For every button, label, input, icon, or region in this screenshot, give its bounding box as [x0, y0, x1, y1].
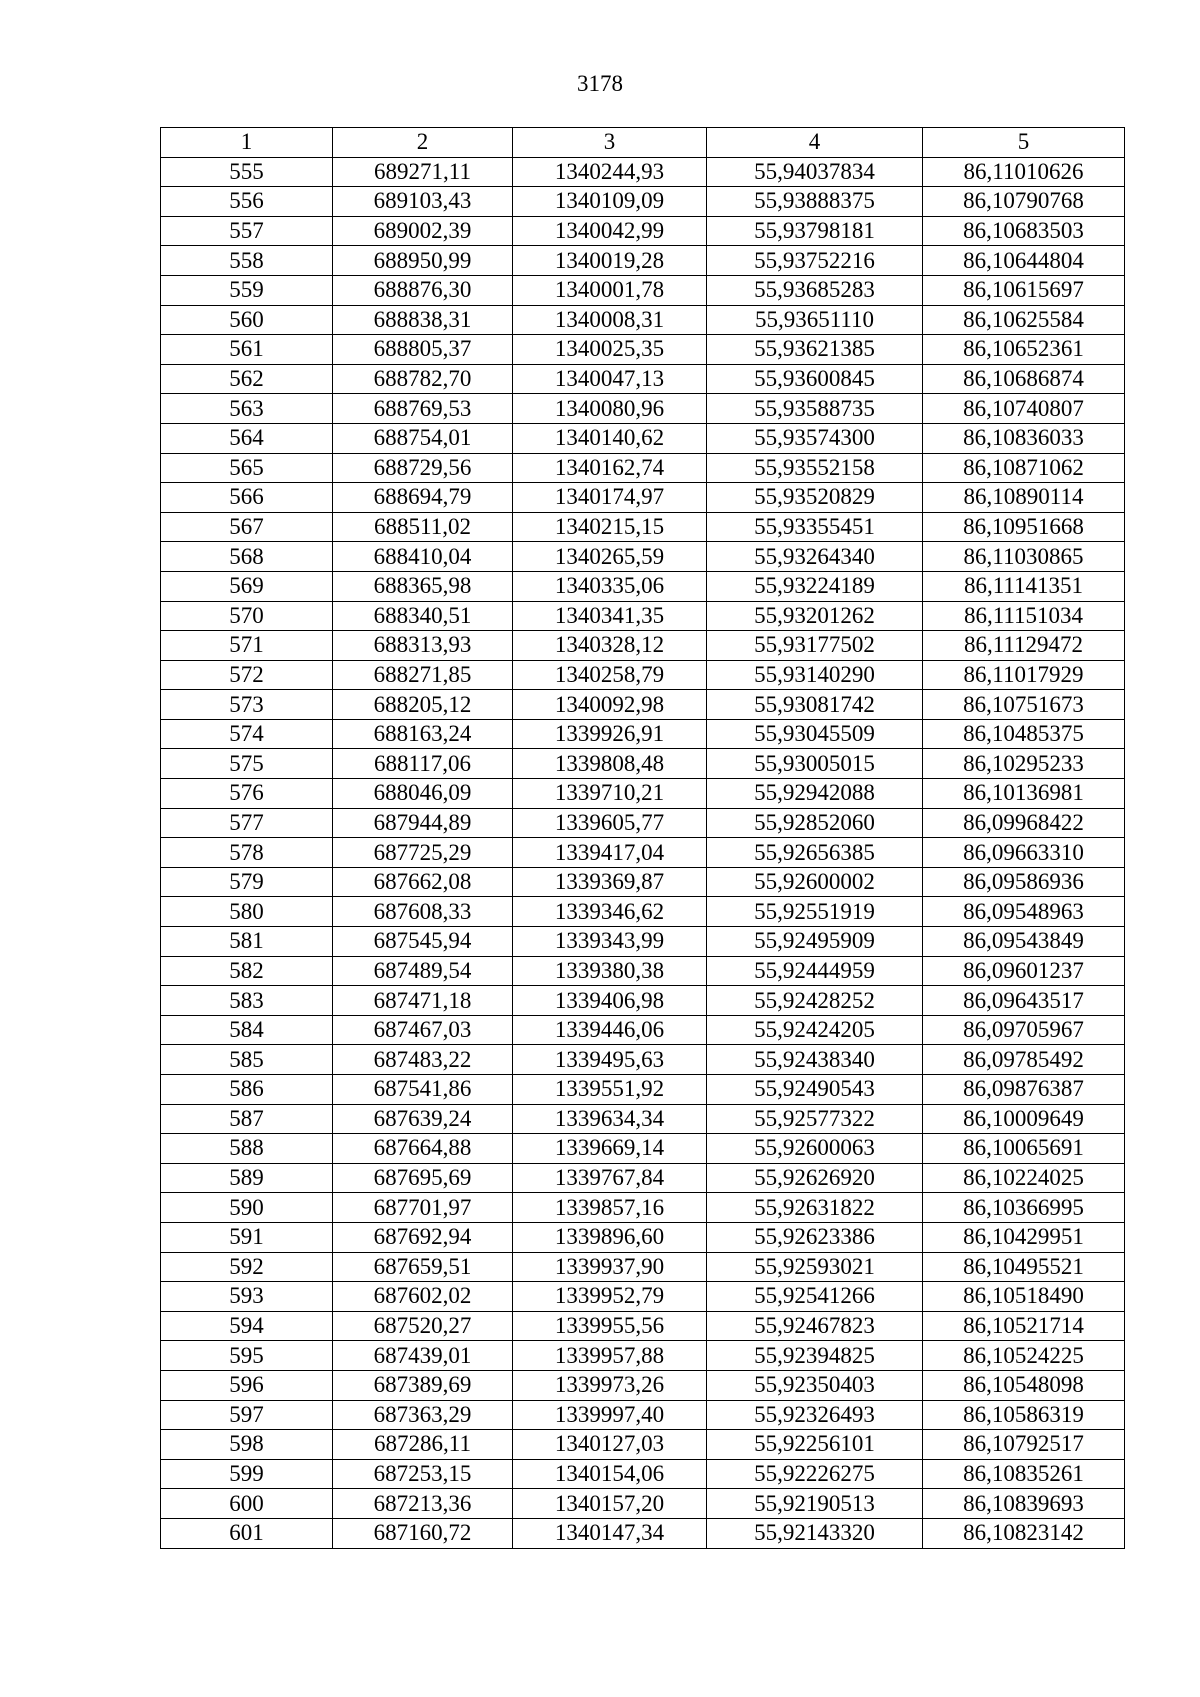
table-cell-col-4: 55,92326493 [707, 1400, 923, 1430]
table-cell-col-5: 86,10136981 [923, 779, 1125, 809]
table-row [161, 779, 1125, 809]
table-cell-col-2: 688694,79 [333, 483, 513, 513]
table-row [161, 187, 1125, 217]
table-cell-col-1: 581 [161, 927, 333, 957]
table-cell-col-2: 687489,54 [333, 956, 513, 986]
table-cell-col-2: 688410,04 [333, 542, 513, 572]
table-cell-col-4: 55,93201262 [707, 601, 923, 631]
table-cell-col-1: 599 [161, 1459, 333, 1489]
table-row [161, 838, 1125, 868]
table-cell-col-3: 1339669,14 [513, 1134, 707, 1164]
table-cell-col-4: 55,93752216 [707, 246, 923, 276]
table-row [161, 1134, 1125, 1164]
table-cell-col-3: 1339380,38 [513, 956, 707, 986]
table-cell-col-4: 55,92444959 [707, 956, 923, 986]
table-cell-col-5: 86,09968422 [923, 808, 1125, 838]
table-cell-col-2: 688046,09 [333, 779, 513, 809]
table-cell-col-4: 55,92600002 [707, 867, 923, 897]
table-cell-col-5: 86,09705967 [923, 1015, 1125, 1045]
table-cell-col-1: 577 [161, 808, 333, 838]
table-cell-col-2: 687639,24 [333, 1104, 513, 1134]
table-cell-col-1: 561 [161, 335, 333, 365]
table-cell-col-1: 575 [161, 749, 333, 779]
table-cell-col-2: 688769,53 [333, 394, 513, 424]
table-cell-col-1: 571 [161, 631, 333, 661]
table-cell-col-2: 687363,29 [333, 1400, 513, 1430]
table-cell-col-4: 55,92394825 [707, 1341, 923, 1371]
table-cell-col-1: 596 [161, 1370, 333, 1400]
table-cell-col-4: 55,92467823 [707, 1311, 923, 1341]
table-row [161, 512, 1125, 542]
column-header-3: 3 [513, 128, 707, 158]
table-cell-col-1: 586 [161, 1075, 333, 1105]
table-cell-col-5: 86,11030865 [923, 542, 1125, 572]
table-cell-col-5: 86,10871062 [923, 453, 1125, 483]
table-cell-col-5: 86,10951668 [923, 512, 1125, 542]
table-cell-col-4: 55,92438340 [707, 1045, 923, 1075]
table-row [161, 631, 1125, 661]
table-cell-col-4: 55,92942088 [707, 779, 923, 809]
table-cell-col-1: 588 [161, 1134, 333, 1164]
table-cell-col-2: 687659,51 [333, 1252, 513, 1282]
table-cell-col-4: 55,93621385 [707, 335, 923, 365]
table-row [161, 897, 1125, 927]
table-cell-col-1: 570 [161, 601, 333, 631]
table-cell-col-5: 86,10740807 [923, 394, 1125, 424]
table-cell-col-3: 1339896,60 [513, 1222, 707, 1252]
table-cell-col-4: 55,92226275 [707, 1459, 923, 1489]
table-header [161, 128, 1125, 158]
table-cell-col-4: 55,93264340 [707, 542, 923, 572]
table-cell-col-1: 574 [161, 719, 333, 749]
table-cell-col-1: 564 [161, 423, 333, 453]
table-cell-col-3: 1340008,31 [513, 305, 707, 335]
table-row [161, 453, 1125, 483]
table-cell-col-1: 572 [161, 660, 333, 690]
table-row [161, 423, 1125, 453]
table-row [161, 601, 1125, 631]
table-row [161, 1341, 1125, 1371]
table-row [161, 1459, 1125, 1489]
table-row [161, 364, 1125, 394]
table-cell-col-5: 86,10009649 [923, 1104, 1125, 1134]
table-cell-col-3: 1340341,35 [513, 601, 707, 631]
table-cell-col-1: 556 [161, 187, 333, 217]
table-cell-col-3: 1340215,15 [513, 512, 707, 542]
table-cell-col-3: 1340001,78 [513, 275, 707, 305]
table-cell-col-5: 86,09601237 [923, 956, 1125, 986]
table-cell-col-5: 86,11010626 [923, 157, 1125, 187]
table-cell-col-3: 1339952,79 [513, 1282, 707, 1312]
table-row [161, 1193, 1125, 1223]
table-cell-col-1: 595 [161, 1341, 333, 1371]
table-cell-col-3: 1340265,59 [513, 542, 707, 572]
table-cell-col-5: 86,10586319 [923, 1400, 1125, 1430]
table-cell-col-5: 86,10652361 [923, 335, 1125, 365]
table-row [161, 335, 1125, 365]
table-cell-col-1: 601 [161, 1518, 333, 1548]
table-cell-col-5: 86,10686874 [923, 364, 1125, 394]
table-cell-col-4: 55,93798181 [707, 216, 923, 246]
table-cell-col-1: 591 [161, 1222, 333, 1252]
table-cell-col-4: 55,92256101 [707, 1430, 923, 1460]
table-cell-col-2: 687701,97 [333, 1193, 513, 1223]
table-cell-col-2: 687602,02 [333, 1282, 513, 1312]
table-row [161, 986, 1125, 1016]
table-row [161, 157, 1125, 187]
table-row [161, 1400, 1125, 1430]
table-cell-col-5: 86,10295233 [923, 749, 1125, 779]
table-row [161, 690, 1125, 720]
table-cell-col-5: 86,09663310 [923, 838, 1125, 868]
table-row [161, 1282, 1125, 1312]
table-cell-col-2: 688511,02 [333, 512, 513, 542]
column-header-2: 2 [333, 128, 513, 158]
table-cell-col-3: 1339634,34 [513, 1104, 707, 1134]
table-cell-col-2: 688838,31 [333, 305, 513, 335]
table-cell-col-3: 1340109,09 [513, 187, 707, 217]
table-cell-col-5: 86,11141351 [923, 571, 1125, 601]
table-cell-col-4: 55,93005015 [707, 749, 923, 779]
table-cell-col-3: 1339767,84 [513, 1163, 707, 1193]
table-cell-col-4: 55,92490543 [707, 1075, 923, 1105]
table-cell-col-4: 55,92623386 [707, 1222, 923, 1252]
table-cell-col-5: 86,10524225 [923, 1341, 1125, 1371]
table-cell-col-3: 1339446,06 [513, 1015, 707, 1045]
table-cell-col-1: 597 [161, 1400, 333, 1430]
table-cell-col-1: 585 [161, 1045, 333, 1075]
table-cell-col-3: 1340174,97 [513, 483, 707, 513]
table-cell-col-4: 55,92428252 [707, 986, 923, 1016]
table-cell-col-4: 55,93574300 [707, 423, 923, 453]
table-cell-col-2: 688205,12 [333, 690, 513, 720]
table-cell-col-4: 55,92631822 [707, 1193, 923, 1223]
table-cell-col-4: 55,93081742 [707, 690, 923, 720]
table-cell-col-1: 587 [161, 1104, 333, 1134]
table-cell-col-4: 55,94037834 [707, 157, 923, 187]
table-cell-col-3: 1339808,48 [513, 749, 707, 779]
table-row [161, 1104, 1125, 1134]
table-cell-col-5: 86,10429951 [923, 1222, 1125, 1252]
table-cell-col-3: 1339605,77 [513, 808, 707, 838]
table-cell-col-4: 55,93224189 [707, 571, 923, 601]
table-cell-col-5: 86,10521714 [923, 1311, 1125, 1341]
table-cell-col-3: 1340019,28 [513, 246, 707, 276]
table-cell-col-5: 86,09643517 [923, 986, 1125, 1016]
table-cell-col-5: 86,11129472 [923, 631, 1125, 661]
table-cell-col-4: 55,93600845 [707, 364, 923, 394]
table-cell-col-2: 688340,51 [333, 601, 513, 631]
table-cell-col-4: 55,93651110 [707, 305, 923, 335]
table-cell-col-5: 86,10224025 [923, 1163, 1125, 1193]
table-cell-col-3: 1339417,04 [513, 838, 707, 868]
table-cell-col-5: 86,10495521 [923, 1252, 1125, 1282]
table-row [161, 1222, 1125, 1252]
table-row [161, 571, 1125, 601]
table-cell-col-5: 86,09586936 [923, 867, 1125, 897]
table-cell-col-2: 688754,01 [333, 423, 513, 453]
table-row [161, 956, 1125, 986]
table-cell-col-2: 688117,06 [333, 749, 513, 779]
table-cell-col-2: 687471,18 [333, 986, 513, 1016]
table-cell-col-4: 55,93685283 [707, 275, 923, 305]
coordinates-table [160, 127, 1125, 1549]
table-row [161, 1489, 1125, 1519]
table-cell-col-3: 1339495,63 [513, 1045, 707, 1075]
table-cell-col-1: 579 [161, 867, 333, 897]
table-cell-col-3: 1340127,03 [513, 1430, 707, 1460]
table-cell-col-5: 86,10548098 [923, 1370, 1125, 1400]
table-cell-col-4: 55,92577322 [707, 1104, 923, 1134]
table-cell-col-1: 565 [161, 453, 333, 483]
table-cell-col-2: 687253,15 [333, 1459, 513, 1489]
table-cell-col-4: 55,93552158 [707, 453, 923, 483]
table-cell-col-1: 568 [161, 542, 333, 572]
table-cell-col-4: 55,93588735 [707, 394, 923, 424]
table-cell-col-2: 687520,27 [333, 1311, 513, 1341]
table-cell-col-5: 86,10485375 [923, 719, 1125, 749]
table-cell-col-4: 55,93140290 [707, 660, 923, 690]
table-cell-col-4: 55,92593021 [707, 1252, 923, 1282]
table-cell-col-5: 86,10823142 [923, 1518, 1125, 1548]
table-cell-col-3: 1339926,91 [513, 719, 707, 749]
page-number: 3178 [577, 71, 623, 96]
table-cell-col-2: 687286,11 [333, 1430, 513, 1460]
table-cell-col-2: 687541,86 [333, 1075, 513, 1105]
table-cell-col-3: 1340154,06 [513, 1459, 707, 1489]
table-cell-col-5: 86,10065691 [923, 1134, 1125, 1164]
table-cell-col-2: 687692,94 [333, 1222, 513, 1252]
table-cell-col-3: 1339957,88 [513, 1341, 707, 1371]
table-cell-col-5: 86,10615697 [923, 275, 1125, 305]
table-cell-col-4: 55,93355451 [707, 512, 923, 542]
table-cell-col-2: 687483,22 [333, 1045, 513, 1075]
table-cell-col-5: 86,10835261 [923, 1459, 1125, 1489]
table-row [161, 246, 1125, 276]
table-cell-col-2: 689271,11 [333, 157, 513, 187]
table-cell-col-2: 688876,30 [333, 275, 513, 305]
table-cell-col-4: 55,92190513 [707, 1489, 923, 1519]
table-cell-col-2: 688163,24 [333, 719, 513, 749]
table-cell-col-5: 86,09785492 [923, 1045, 1125, 1075]
table-row [161, 1015, 1125, 1045]
table-cell-col-5: 86,10366995 [923, 1193, 1125, 1223]
table-cell-col-3: 1339997,40 [513, 1400, 707, 1430]
table-cell-col-2: 688729,56 [333, 453, 513, 483]
table-row [161, 927, 1125, 957]
table-cell-col-2: 688365,98 [333, 571, 513, 601]
table-cell-col-1: 576 [161, 779, 333, 809]
table-row [161, 483, 1125, 513]
table-cell-col-1: 558 [161, 246, 333, 276]
table-cell-col-2: 687944,89 [333, 808, 513, 838]
table-cell-col-2: 687664,88 [333, 1134, 513, 1164]
table-cell-col-2: 688950,99 [333, 246, 513, 276]
table-cell-col-2: 689103,43 [333, 187, 513, 217]
table-cell-col-5: 86,10836033 [923, 423, 1125, 453]
table-row [161, 719, 1125, 749]
table-cell-col-4: 55,92495909 [707, 927, 923, 957]
table-row [161, 542, 1125, 572]
table-cell-col-1: 559 [161, 275, 333, 305]
table-cell-col-5: 86,10790768 [923, 187, 1125, 217]
table-cell-col-1: 569 [161, 571, 333, 601]
table-cell-col-3: 1340140,62 [513, 423, 707, 453]
header-row [161, 128, 1125, 158]
table-cell-col-4: 55,92600063 [707, 1134, 923, 1164]
table-cell-col-3: 1340328,12 [513, 631, 707, 661]
table-cell-col-1: 589 [161, 1163, 333, 1193]
table-cell-col-2: 687439,01 [333, 1341, 513, 1371]
table-cell-col-1: 598 [161, 1430, 333, 1460]
table-cell-col-5: 86,10518490 [923, 1282, 1125, 1312]
table-cell-col-1: 562 [161, 364, 333, 394]
table-cell-col-5: 86,11151034 [923, 601, 1125, 631]
column-header-4: 4 [707, 128, 923, 158]
table-row [161, 1045, 1125, 1075]
table-cell-col-4: 55,92350403 [707, 1370, 923, 1400]
table-cell-col-2: 687213,36 [333, 1489, 513, 1519]
table-cell-col-3: 1339857,16 [513, 1193, 707, 1223]
table-cell-col-3: 1340042,99 [513, 216, 707, 246]
table-cell-col-2: 687545,94 [333, 927, 513, 957]
table-cell-col-4: 55,92424205 [707, 1015, 923, 1045]
table-cell-col-1: 566 [161, 483, 333, 513]
table-cell-col-4: 55,92551919 [707, 897, 923, 927]
table-cell-col-1: 578 [161, 838, 333, 868]
table-body [161, 157, 1125, 1548]
table-cell-col-5: 86,09543849 [923, 927, 1125, 957]
column-header-5: 5 [923, 128, 1125, 158]
table-row [161, 749, 1125, 779]
table-cell-col-1: 580 [161, 897, 333, 927]
table-cell-col-2: 687695,69 [333, 1163, 513, 1193]
table-cell-col-5: 86,10751673 [923, 690, 1125, 720]
table-cell-col-4: 55,93045509 [707, 719, 923, 749]
table-cell-col-2: 688271,85 [333, 660, 513, 690]
table-cell-col-5: 86,11017929 [923, 660, 1125, 690]
table-cell-col-1: 557 [161, 216, 333, 246]
table-cell-col-5: 86,10644804 [923, 246, 1125, 276]
table-cell-col-5: 86,09876387 [923, 1075, 1125, 1105]
table-cell-col-3: 1340244,93 [513, 157, 707, 187]
table-cell-col-4: 55,92656385 [707, 838, 923, 868]
table-row [161, 1518, 1125, 1548]
table-cell-col-3: 1339406,98 [513, 986, 707, 1016]
table-cell-col-4: 55,93177502 [707, 631, 923, 661]
table-cell-col-5: 86,09548963 [923, 897, 1125, 927]
table-cell-col-3: 1339346,62 [513, 897, 707, 927]
table-cell-col-1: 582 [161, 956, 333, 986]
table-cell-col-3: 1340025,35 [513, 335, 707, 365]
table-cell-col-1: 555 [161, 157, 333, 187]
table-cell-col-4: 55,92143320 [707, 1518, 923, 1548]
table-cell-col-4: 55,92852060 [707, 808, 923, 838]
table-cell-col-2: 687608,33 [333, 897, 513, 927]
table-cell-col-5: 86,10683503 [923, 216, 1125, 246]
table-cell-col-5: 86,10792517 [923, 1430, 1125, 1460]
table-cell-col-3: 1339343,99 [513, 927, 707, 957]
table-cell-col-5: 86,10890114 [923, 483, 1125, 513]
table-cell-col-5: 86,10625584 [923, 305, 1125, 335]
table-cell-col-4: 55,92541266 [707, 1282, 923, 1312]
table-row [161, 305, 1125, 335]
table-cell-col-1: 583 [161, 986, 333, 1016]
table-cell-col-3: 1340162,74 [513, 453, 707, 483]
table-cell-col-3: 1340258,79 [513, 660, 707, 690]
table-cell-col-1: 590 [161, 1193, 333, 1223]
table-row [161, 867, 1125, 897]
table-row [161, 1252, 1125, 1282]
table-cell-col-1: 584 [161, 1015, 333, 1045]
table-cell-col-2: 687160,72 [333, 1518, 513, 1548]
table-cell-col-3: 1339369,87 [513, 867, 707, 897]
table-cell-col-1: 573 [161, 690, 333, 720]
table-cell-col-1: 563 [161, 394, 333, 424]
table-cell-col-1: 594 [161, 1311, 333, 1341]
table-cell-col-4: 55,93520829 [707, 483, 923, 513]
table-cell-col-3: 1340080,96 [513, 394, 707, 424]
table-cell-col-3: 1340147,34 [513, 1518, 707, 1548]
table-cell-col-3: 1340092,98 [513, 690, 707, 720]
table-row [161, 216, 1125, 246]
table-row [161, 394, 1125, 424]
table-row [161, 808, 1125, 838]
table-cell-col-2: 687662,08 [333, 867, 513, 897]
table-cell-col-3: 1340047,13 [513, 364, 707, 394]
table-row [161, 1370, 1125, 1400]
table-cell-col-3: 1340335,06 [513, 571, 707, 601]
table-cell-col-1: 567 [161, 512, 333, 542]
table-cell-col-2: 687389,69 [333, 1370, 513, 1400]
table-cell-col-2: 687467,03 [333, 1015, 513, 1045]
table-cell-col-3: 1339710,21 [513, 779, 707, 809]
table-cell-col-1: 560 [161, 305, 333, 335]
table-cell-col-3: 1339937,90 [513, 1252, 707, 1282]
table-cell-col-4: 55,93888375 [707, 187, 923, 217]
table-cell-col-3: 1339955,56 [513, 1311, 707, 1341]
table-row [161, 660, 1125, 690]
table-cell-col-3: 1339973,26 [513, 1370, 707, 1400]
column-header-1: 1 [161, 128, 333, 158]
table-cell-col-1: 600 [161, 1489, 333, 1519]
table-row [161, 1163, 1125, 1193]
table-row [161, 1311, 1125, 1341]
table-cell-col-2: 687725,29 [333, 838, 513, 868]
table-cell-col-3: 1339551,92 [513, 1075, 707, 1105]
table-cell-col-2: 689002,39 [333, 216, 513, 246]
table-row [161, 1075, 1125, 1105]
table-cell-col-4: 55,92626920 [707, 1163, 923, 1193]
table-cell-col-1: 593 [161, 1282, 333, 1312]
table-cell-col-2: 688805,37 [333, 335, 513, 365]
table-cell-col-2: 688782,70 [333, 364, 513, 394]
table-row [161, 1430, 1125, 1460]
table-row [161, 275, 1125, 305]
table-cell-col-2: 688313,93 [333, 631, 513, 661]
table-cell-col-1: 592 [161, 1252, 333, 1282]
table-cell-col-5: 86,10839693 [923, 1489, 1125, 1519]
table-cell-col-3: 1340157,20 [513, 1489, 707, 1519]
